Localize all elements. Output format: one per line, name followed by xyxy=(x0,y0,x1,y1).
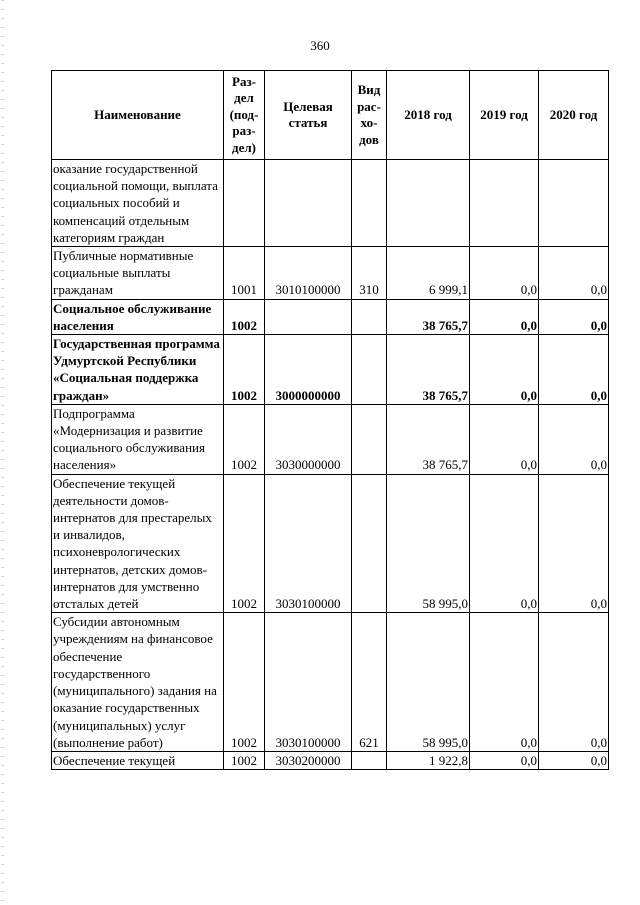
row-section: 1002 xyxy=(224,335,265,405)
table-row xyxy=(52,613,609,752)
row-2019: 0,0 xyxy=(470,474,539,613)
table-row xyxy=(52,474,609,613)
row-2020: 0,0 xyxy=(539,751,609,769)
row-section: 1002 xyxy=(224,404,265,474)
row-2020: 0,0 xyxy=(539,613,609,752)
table-row xyxy=(52,160,609,247)
row-2018: 1 922,8 xyxy=(387,751,470,769)
row-2018: 38 765,7 xyxy=(387,404,470,474)
row-section xyxy=(224,160,265,247)
row-2018: 38 765,7 xyxy=(387,299,470,334)
header-expense: Вид рас- хо- дов xyxy=(352,71,387,160)
header-article: Целевая статья xyxy=(265,71,352,160)
row-2020: 0,0 xyxy=(539,404,609,474)
row-article: 3030000000 xyxy=(265,404,352,474)
row-name: Обеспечение текущей деятельности домов-интернатов для престарелых и инвалидов, психоневрологических интернатов, детских домов-интернатов для умственно отсталых детей xyxy=(52,474,224,613)
table-row xyxy=(52,751,609,769)
row-2019: 0,0 xyxy=(470,404,539,474)
row-expense xyxy=(352,335,387,405)
row-name: Публичные нормативные социальные выплаты гражданам xyxy=(52,247,224,300)
row-article xyxy=(265,160,352,247)
row-expense xyxy=(352,404,387,474)
row-2018: 58 995,0 xyxy=(387,474,470,613)
row-article xyxy=(265,299,352,334)
header-2019: 2019 год xyxy=(470,71,539,160)
row-2019: 0,0 xyxy=(470,751,539,769)
page-number: 360 xyxy=(310,38,330,53)
row-expense xyxy=(352,474,387,613)
row-2020: 0,0 xyxy=(539,474,609,613)
row-article: 3030200000 xyxy=(265,751,352,769)
row-section: 1002 xyxy=(224,299,265,334)
row-name: Подпрограмма «Модернизация и развитие социального обслуживания населения» xyxy=(52,404,224,474)
row-name: Социальное обслуживание населения xyxy=(52,299,224,334)
row-article: 3030100000 xyxy=(265,613,352,752)
row-section: 1002 xyxy=(224,613,265,752)
row-expense: 310 xyxy=(352,247,387,300)
row-article: 3030100000 xyxy=(265,474,352,613)
row-2020: 0,0 xyxy=(539,335,609,405)
row-2018: 58 995,0 xyxy=(387,613,470,752)
row-name: Обеспечение текущей xyxy=(52,751,224,769)
row-section: 1002 xyxy=(224,474,265,613)
row-section: 1001 xyxy=(224,247,265,300)
row-expense: 621 xyxy=(352,613,387,752)
row-2020: 0,0 xyxy=(539,247,609,300)
row-2019: 0,0 xyxy=(470,299,539,334)
row-article: 3010100000 xyxy=(265,247,352,300)
row-section: 1002 xyxy=(224,751,265,769)
row-2018: 38 765,7 xyxy=(387,335,470,405)
table-row xyxy=(52,335,609,405)
row-name: оказание государственной социальной помощи, выплата социальных пособий и компенсаций отдельным категориям граждан xyxy=(52,160,224,247)
row-expense xyxy=(352,299,387,334)
row-2018: 6 999,1 xyxy=(387,247,470,300)
scan-edge-marks xyxy=(1,0,4,905)
row-article: 3000000000 xyxy=(265,335,352,405)
row-2019: 0,0 xyxy=(470,613,539,752)
row-expense xyxy=(352,160,387,247)
table-row xyxy=(52,299,609,334)
header-name: Наименование xyxy=(52,71,224,160)
row-2020 xyxy=(539,160,609,247)
row-2019 xyxy=(470,160,539,247)
table-header-row xyxy=(52,71,609,160)
header-2018: 2018 год xyxy=(387,71,470,160)
row-2019: 0,0 xyxy=(470,247,539,300)
row-name: Субсидии автономным учреждениям на финансовое обеспечение государственного (муниципального) задания на оказание государственных (муниципальных) услуг (выполнение работ) xyxy=(52,613,224,752)
row-2020: 0,0 xyxy=(539,299,609,334)
header-2020: 2020 год xyxy=(539,71,609,160)
row-2019: 0,0 xyxy=(470,335,539,405)
row-2018 xyxy=(387,160,470,247)
row-expense xyxy=(352,751,387,769)
table-row xyxy=(52,404,609,474)
header-section: Раз- дел (под- раз- дел) xyxy=(224,71,265,160)
table-row xyxy=(52,247,609,300)
budget-table xyxy=(51,70,609,770)
row-name: Государственная программа Удмуртской Республики «Социальная поддержка граждан» xyxy=(52,335,224,405)
